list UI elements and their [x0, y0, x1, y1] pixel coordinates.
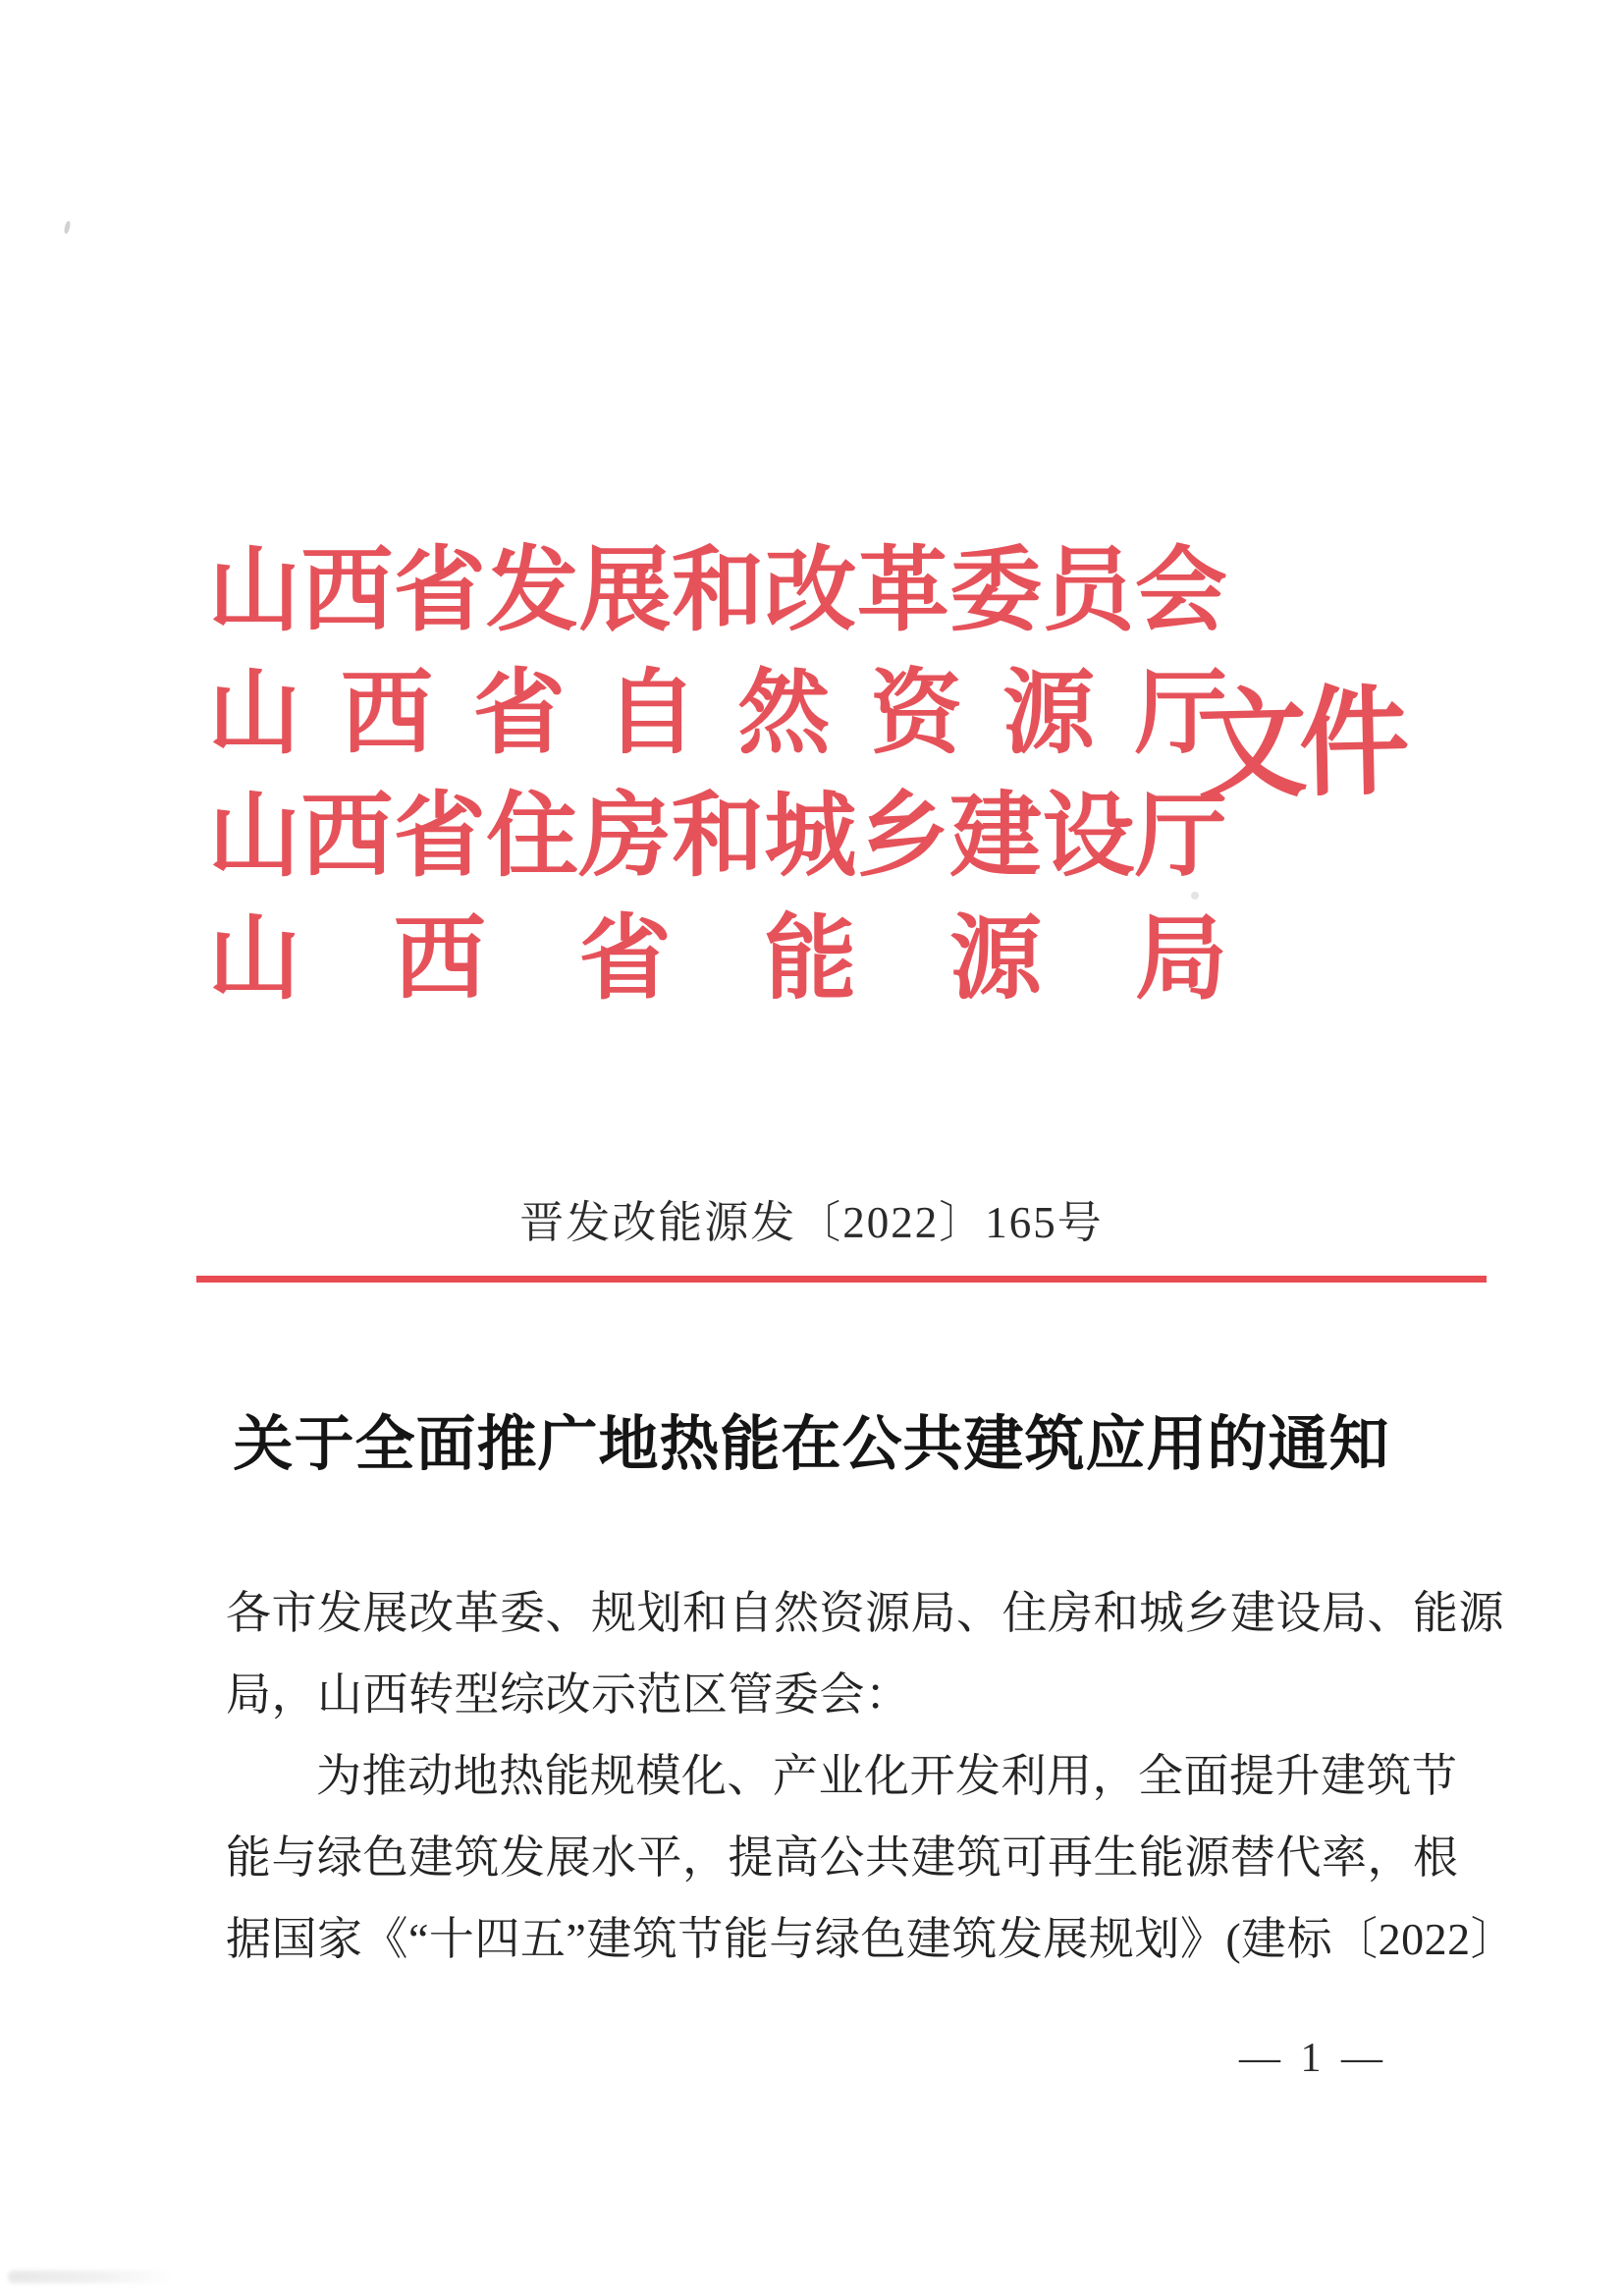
agency-char: 展: [578, 540, 672, 642]
body-line: 能与绿色建筑发展水平，提高公共建筑可再生能源替代率，根: [226, 1832, 1459, 1883]
agency-char: 山: [208, 540, 301, 642]
agency-name-fagaiwei: [208, 542, 1227, 640]
agency-char: 发: [486, 540, 579, 642]
document-body: [226, 1572, 1517, 1980]
body-line: 局，山西转型综改示范区管委会：: [226, 1669, 911, 1720]
agency-char: 山: [208, 663, 301, 765]
agency-char: 员: [1042, 540, 1135, 642]
agency-char: 省: [578, 908, 672, 1011]
agency-name-nengyuanju: [208, 910, 1227, 1009]
agency-char: 和: [671, 786, 764, 888]
agency-char: 委: [949, 540, 1043, 642]
agency-char: 住: [486, 786, 579, 888]
agency-char: 能: [764, 908, 857, 1011]
body-line: 为推动地热能规模化、产业化开发利用，全面提升建筑节: [316, 1751, 1458, 1801]
agency-char: 省: [393, 786, 486, 888]
agency-char: 房: [578, 786, 672, 888]
header-divider-rule: [196, 1276, 1487, 1283]
agency-char: 然: [737, 663, 831, 765]
agency-name-ziranziyuanting: [208, 665, 1227, 763]
document-type-label: 文件: [1195, 678, 1403, 814]
agency-char: 山: [208, 786, 301, 888]
agency-char: 革: [856, 540, 949, 642]
agency-char: 会: [1134, 540, 1227, 642]
body-line: 据国家《“十四五”建筑节能与绿色建筑发展规划》(建标〔2022〕: [226, 1914, 1517, 1964]
body-line: 各市发展改革委、规划和自然资源局、住房和城乡建设局、能源: [226, 1588, 1504, 1638]
agency-char: 源: [1002, 663, 1096, 765]
agency-char: 西: [300, 540, 394, 642]
agency-char: 西: [340, 663, 433, 765]
agency-char: 省: [472, 663, 566, 765]
agency-char: 西: [393, 908, 486, 1011]
agency-char: 山: [208, 908, 301, 1011]
agency-char: 省: [393, 540, 486, 642]
agency-char: 资: [870, 663, 963, 765]
agency-char: 自: [605, 663, 698, 765]
agency-char: 建: [949, 786, 1043, 888]
agency-char: 局: [1134, 908, 1227, 1011]
agency-char: 设: [1042, 786, 1135, 888]
agency-char: 源: [949, 908, 1043, 1011]
agency-char: 厅: [1134, 786, 1227, 888]
scan-artifact: [64, 221, 72, 235]
agency-name-zhujianting: [208, 788, 1227, 886]
scan-artifact: [8, 2270, 173, 2283]
agency-char: 改: [764, 540, 857, 642]
agency-char: 和: [671, 540, 764, 642]
document-title: 关于全面推广地热能在公共建筑应用的通知: [233, 1412, 1390, 1478]
agency-char: 城: [764, 786, 857, 888]
letterhead: [208, 542, 1227, 1033]
document-number: 晋发改能源发〔2022〕165号: [519, 1198, 1104, 1247]
agency-char: 西: [300, 786, 394, 888]
agency-char: 乡: [856, 786, 949, 888]
agency-char: 厅: [1134, 663, 1227, 765]
page-number: — 1 —: [1239, 2036, 1387, 2081]
